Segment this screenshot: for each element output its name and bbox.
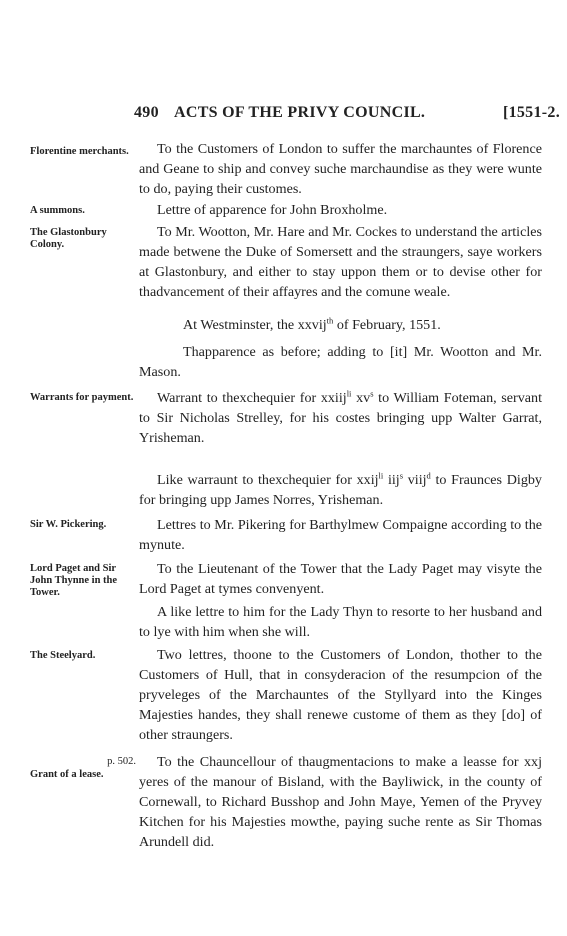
paragraph-apparence: Thapparence as before; adding to [it] Mr. Wootton and Mr. Mason. <box>139 344 542 380</box>
margin-note-steelyard: The Steelyard. <box>30 650 96 661</box>
paragraph-glastonbury: To Mr. Wootton, Mr. Hare and Mr. Cockes to understand the articles made betwene the Duke of Somersett and the straungers, saye workers at Glastonbury, and either to stay uppon them or to devise other for thadvancement of their affayres and the comune weale. <box>139 224 542 300</box>
margin-note-florentine: Florentine merchants. <box>30 146 129 157</box>
paragraph-pickering: Lettres to Mr. Pikering for Barthylmew Compaigne according to the mynute. <box>139 517 542 553</box>
margin-note-warrants: Warrants for payment. <box>30 392 134 403</box>
margin-page-reference: p. 502. <box>107 756 136 767</box>
running-header <box>130 104 560 126</box>
margin-note-summons: A summons. <box>30 205 85 216</box>
running-year: [1551-2. <box>502 104 560 121</box>
margin-note-glastonbury: The Glastonbury Colony. <box>30 227 107 250</box>
paragraph-lady-paget: To the Lieutenant of the Tower that the Lady Paget may visyte the Lord Paget at tymes convenyent. <box>139 561 542 597</box>
paragraph-warrant-foteman: Warrant to thexchequier for xxiij$^{li}$ $xv^s$ to William Foteman, servant to Sir Nicholas Strelley, for his costes bringing upp Walter Garrat, Yrisheman. <box>139 388 542 446</box>
paragraph-lady-thyn: A like lettre to him for the Lady Thyn to resorte to her husband and to lye with him when she will. <box>139 604 542 640</box>
paragraph-florentine: To the Customers of London to suffer the marchauntes of Florence and Geane to ship and convey suche marchaundise as they were wunte to do, paying their customes. <box>139 141 542 197</box>
margin-note-pickering: Sir W. Pickering. <box>30 519 107 530</box>
paragraph-lease: To the Chauncellour of thaugmentacions to make a leasse for xxj yeres of the manour of Bisland, with the Bayliwick, in the county of Cornewall, to Richard Busshop and John Maye, Yemen of the Pryvey Kitchen for his Majesties mowthe, paying suche rente as Sir Thomas Arundell did. <box>139 754 542 850</box>
meeting-heading: At Westminster, the xxvij$^{th}$ of February, 1551. <box>183 315 441 333</box>
margin-note-lord-paget: Lord Paget and Sir John Thynne in the Tower. <box>30 563 118 598</box>
paragraph-warrant-digby: Like warraunt to thexchequier for xxij$^{li}$ iij$^s$ viij$^d$ to Fraunces Digby for bringing upp James Norres, Yrisheman. <box>139 470 542 508</box>
paragraph-steelyard: Two lettres, thoone to the Customers of London, thother to the Customers of Hull, that in consyderacion of the resumpcion of the pryveleges of the Marchauntes of the Styllyard into the Kinges Majesties handes, they shall renewe custome of them as they [do] of other straungers. <box>139 647 542 743</box>
margin-note-lease: p. 502. Grant of a lease. <box>30 756 136 780</box>
running-title: ACTS OF THE PRIVY COUNCIL. <box>174 104 426 121</box>
page-number: 490 <box>134 104 159 121</box>
paragraph-summons: Lettre of apparence for John Broxholme. <box>157 202 388 218</box>
